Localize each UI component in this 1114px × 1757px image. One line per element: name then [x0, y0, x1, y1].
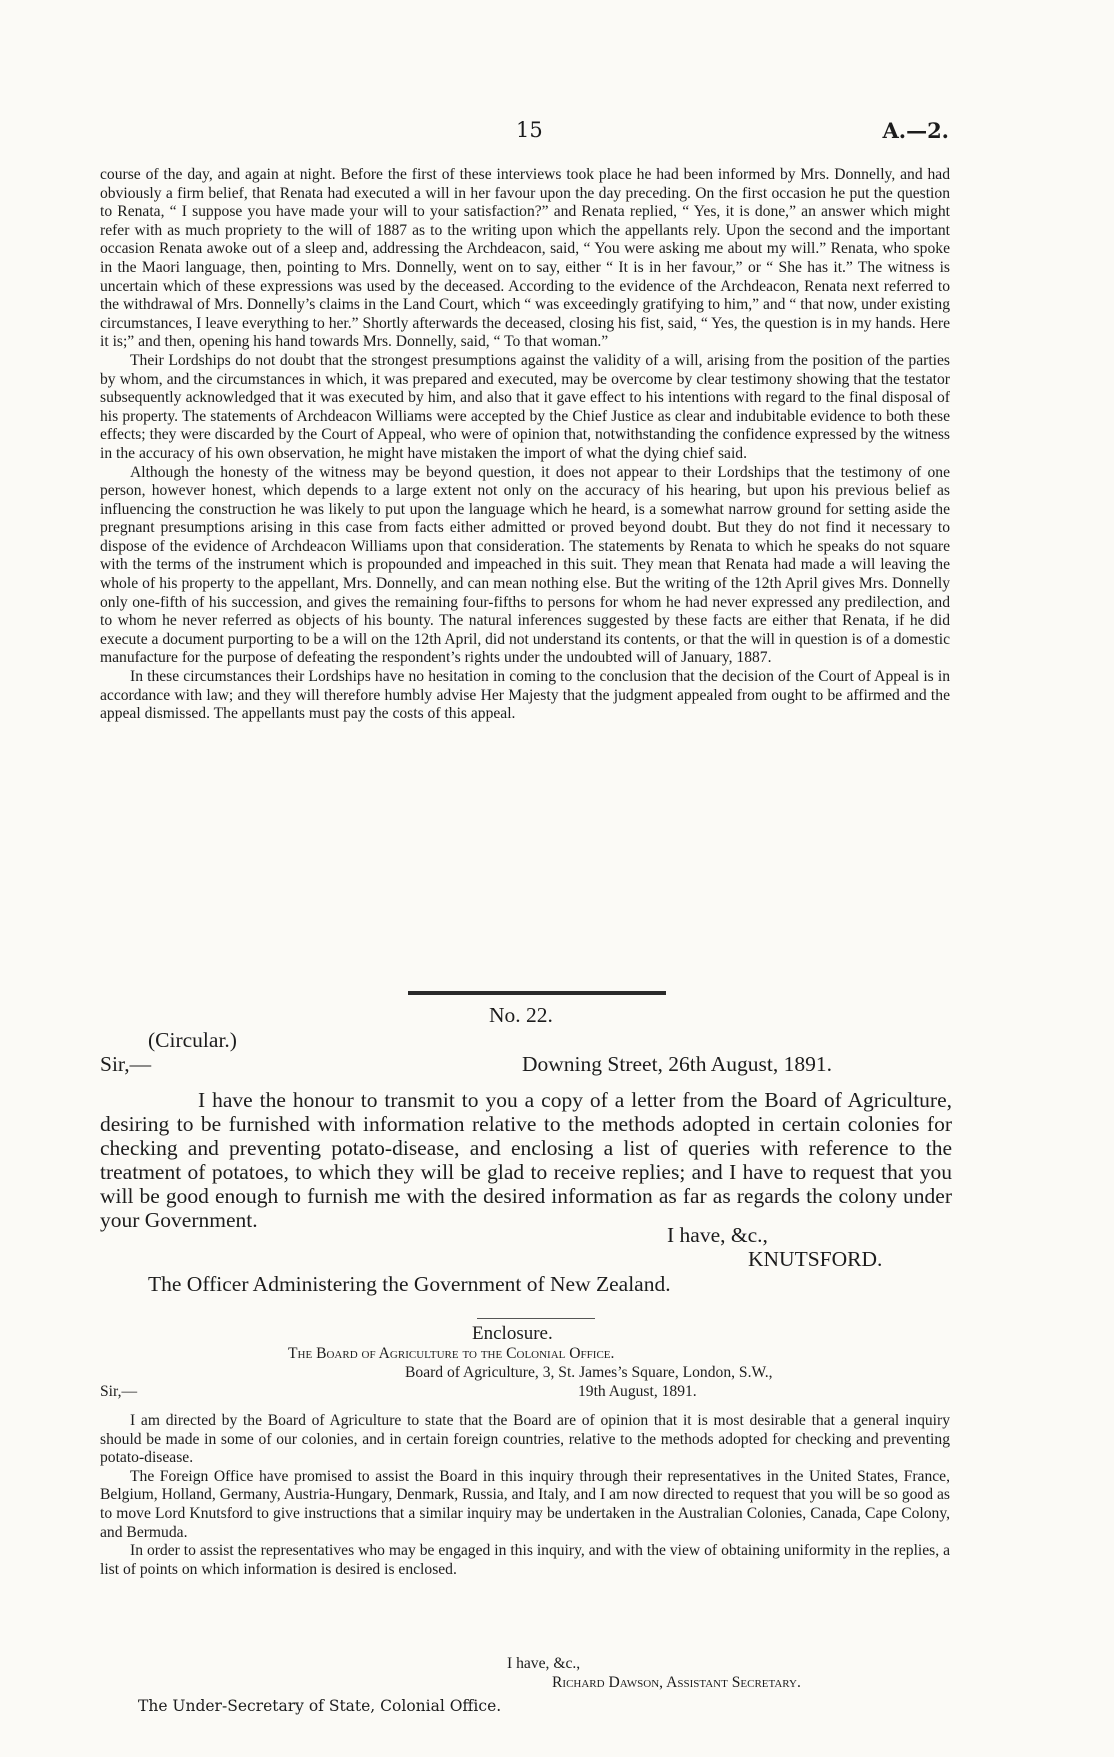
- enclosure-body: [100, 1412, 950, 1579]
- section-divider: [408, 991, 666, 995]
- document-reference: A.—2.: [882, 118, 949, 143]
- judgment-paragraph: Their Lordships do not doubt that the strongest presumptions against the validity of a will, arising from the position of the parties by whom, and the circumstances in which, it was prepared and executed, may be overcome by clear testimony showing that the testator subsequently acknowledged that it was executed by him, and also that it gave effect to his intentions with regard to the final disposal of his property. The statements of Archdeacon Williams were accepted by the Chief Justice as clear and indubitable evidence to both these effects; they were discarded by the Court of Appeal, who were of opinion that, notwithstanding the confidence expressed by the witness in the accuracy of his own observation, he might have mistaken the import of what the dying chief said.: [100, 351, 950, 462]
- enclosure-subheading: The Board of Agriculture to the Colonial Office.: [288, 1345, 615, 1362]
- enclosure-salutation: Sir,—: [100, 1383, 138, 1400]
- enclosure-paragraph: In order to assist the representatives who may be engaged in this inquiry, and with the view of obtaining uniformity in the replies, a list of points on which information is desired is enclosed.: [100, 1542, 950, 1578]
- enclosure-date: 19th August, 1891.: [578, 1383, 697, 1400]
- judgment-paragraph: course of the day, and again at night. Before the first of these interviews took place he had been informed by Mrs. Donnelly, and had obviously a firm belief, that Renata had executed a will in her favour upon the day preceding. On the first occasion he put the question to Renata, “ I suppose you have made your will to your satisfaction?” and Renata replied, “ Yes, it is done,” an answer which might refer with as much propriety to the will of 1887 as to the writing upon which the appellants rely. Upon the second and the important occasion Renata awoke out of a sleep and, addressing the Archdeacon, said, “ You were asking me about my will.” Renata, who spoke in the Maori language, then, pointing to Mrs. Donnelly, went on to say, either “ It is in her favour,” or “ She has it.” The witness is uncertain which of these expressions was used by the deceased. According to the evidence of the Archdeacon, Renata next referred to the withdrawal of Mrs. Donnelly’s claims in the Land Court, which “ was exceedingly gratifying to him,” and “ that now, under existing circumstances, I leave everything to her.” Shortly afterwards the deceased, closing his fist, said, “ Yes, the question is in my hands. Here it is;” and then, opening his hand towards Mrs. Donnelly, said, “ To that woman.”: [100, 166, 950, 351]
- judgment-paragraph: In these circumstances their Lordships have no hesitation in coming to the conclusion that the decision of the Court of Appeal is in accordance with law; and they will therefore humbly advise Her Majesty that the judgment appealed from ought to be affirmed and the appeal dismissed. The appellants must pay the costs of this appeal.: [100, 668, 950, 723]
- judgment-text: [100, 166, 950, 724]
- enclosure-closing: I have, &c.,: [507, 1655, 581, 1672]
- despatch-number: No. 22.: [489, 1003, 553, 1027]
- enclosure-addressee: The Under-Secretary of State, Colonial Office.: [138, 1697, 502, 1715]
- enclosure-paragraph: I am directed by the Board of Agriculture to state that the Board are of opinion that it is most desirable that a general inquiry should be made in some of our colonies, and in certain foreign countries, relative to the methods adopted for checking and preventing potato-disease.: [100, 1412, 950, 1467]
- enclosure-paragraph: The Foreign Office have promised to assist the Board in this inquiry through their representatives in the United States, France, Belgium, Holland, Germany, Austria-Hungary, Denmark, Russia, and Italy, and I am now directed to request that you will be so good as to move Lord Knutsford to give instructions that a similar inquiry may be undertaken in the Australian Colonies, Canada, Cape Colony, and Bermuda.: [100, 1467, 950, 1541]
- enclosure-heading: Enclosure.: [472, 1323, 553, 1344]
- judgment-paragraph: Although the honesty of the witness may be beyond question, it does not appear to their Lordships that the testimony of one person, however honest, which depends to a large extent not only on the accuracy of his hearing, but upon his previous belief as influencing the construction he was likely to put upon the language which he heard, is a somewhat narrow ground for setting aside the pregnant presumptions arising in this case from facts either admitted or proved beyond doubt. But they do not find it necessary to dispose of the evidence of Archdeacon Williams upon that consideration. The statements by Renata to which he speaks do not square with the terms of the instrument which is propounded and impeached in this suit. They mean that Renata had made a will leaving the whole of his property to the appellant, Mrs. Donnelly, and can mean nothing else. But the writing of the 12th April gives Mrs. Donnelly only one-fifth of his succession, and gives the remaining four-fifths to persons for whom he had never expressed any predilection, and to whom he never referred as objects of his bounty. The natural inferences suggested by these facts are either that Renata, if he did execute a document purporting to be a will on the 12th April, did not understand its contents, or that the will in question is of a domestic manufacture for the purpose of defeating the respondent’s rights under the undoubted will of January, 1887.: [100, 463, 950, 667]
- despatch-signature: KNUTSFORD.: [748, 1247, 883, 1271]
- circular-label: (Circular.): [148, 1028, 237, 1052]
- despatch-salutation: Sir,—: [100, 1052, 152, 1076]
- despatch-paragraph: I have the honour to transmit to you a copy of a letter from the Board of Agriculture, desiring to be furnished with information relative to the methods adopted in certain colonies for checking and preventing potato-disease, and enclosing a list of queries with reference to the treatment of potatoes, to which they will be glad to receive replies; and I have to request that you will be good enough to furnish me with the desired information as far as regards the colony under your Government.: [100, 1088, 952, 1232]
- enclosure-address: Board of Agriculture, 3, St. James’s Square, London, S.W.,: [405, 1364, 773, 1381]
- despatch-addressee: The Officer Administering the Government of New Zealand.: [148, 1272, 671, 1296]
- page-number: 15: [516, 118, 543, 142]
- despatch-body: [100, 1088, 952, 1232]
- despatch-closing: I have, &c.,: [667, 1223, 768, 1247]
- enclosure-signature: Richard Dawson, Assistant Secretary.: [552, 1674, 801, 1691]
- section-divider: [477, 1318, 595, 1319]
- despatch-place-date: Downing Street, 26th August, 1891.: [522, 1052, 832, 1076]
